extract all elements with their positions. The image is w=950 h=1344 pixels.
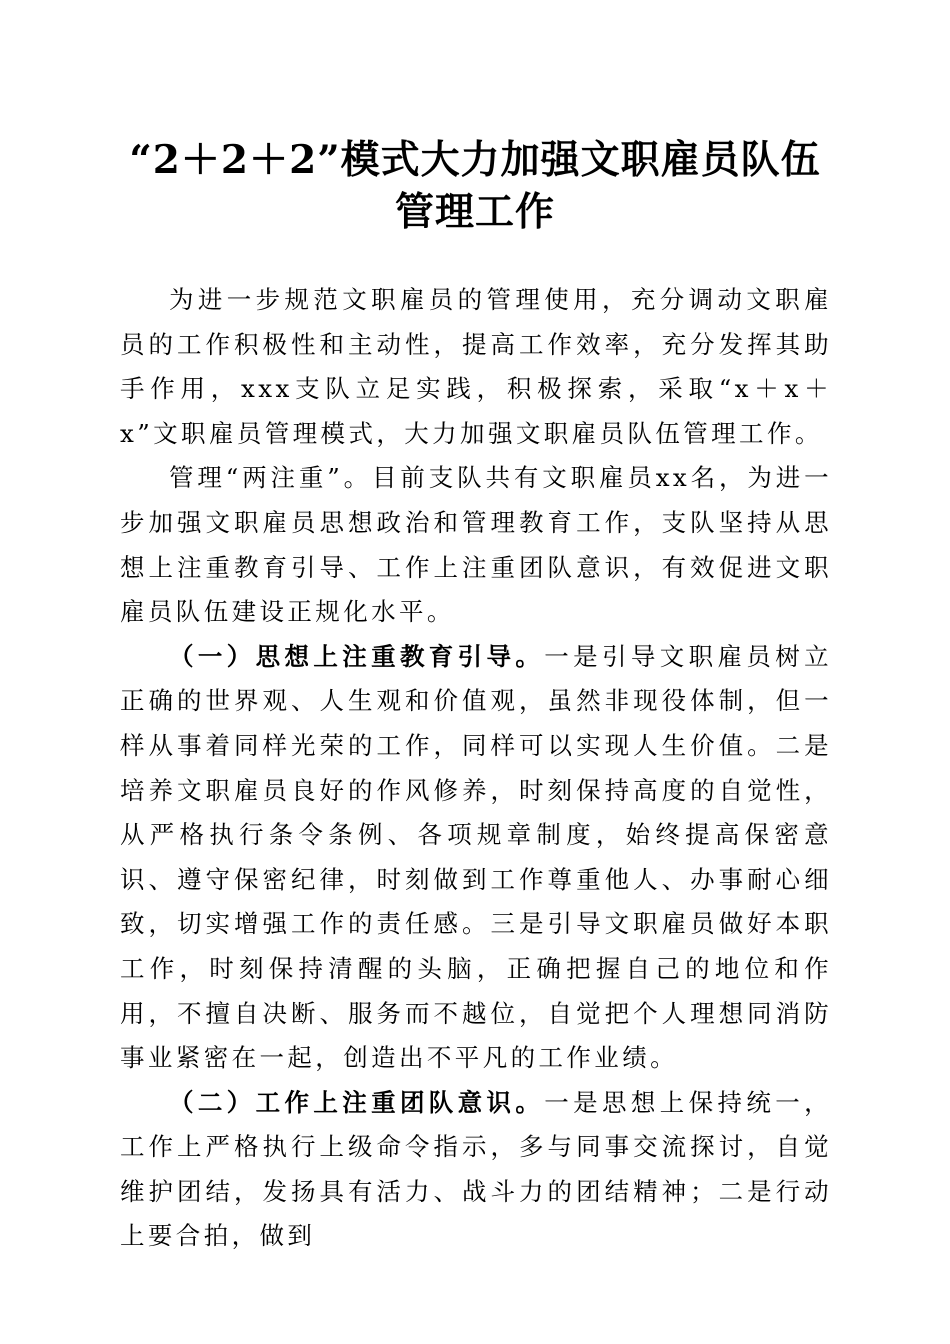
section-heading: （一）思想上注重教育引导。 bbox=[169, 641, 545, 671]
paragraph-intro bbox=[120, 278, 832, 456]
paragraph-management bbox=[120, 456, 832, 634]
paragraph-section-two bbox=[120, 1081, 832, 1259]
section-heading: （二）工作上注重团队意识。 bbox=[169, 1087, 545, 1117]
paragraph-text: 一是引导文职雇员树立正确的世界观、人生观和价值观，虽然非现役体制，但一样从事着同样光荣的工作，同样可以实现人生价值。二是培养文职雇员良好的作风修养，时刻保持高度的自觉性，从严格执行条令条例、各项规章制度，始终提高保密意识、遵守保密纪律，时刻做到工作尊重他人、办事耐心细致，切实增强工作的责任感。三是引导文职雇员做好本职工作，时刻保持清醒的头脑，正确把握自己的地位和作用，不擅自决断、服务而不越位，自觉把个人理想同消防事业紧密在一起，创造出不平凡的工作业绩。 bbox=[120, 641, 833, 1073]
paragraph-text: 管理“两注重”。目前支队共有文职雇员xx名，为进一步加强文职雇员思想政治和管理教育工作，支队坚持从思想上注重教育引导、工作上注重团队意识，有效促进文职雇员队伍建设正规化水平。 bbox=[120, 463, 832, 627]
document-body bbox=[120, 278, 832, 1259]
paragraph-text: 一是思想上保持统一，工作上严格执行上级命令指示，多与同事交流探讨，自觉维护团结，发扬具有活力、战斗力的团结精神；二是行动上要合拍，做到 bbox=[120, 1087, 833, 1251]
paragraph-section-one bbox=[120, 635, 832, 1081]
document-title: “2＋2＋2”模式大力加强文职雇员队伍管理工作 bbox=[129, 137, 821, 235]
paragraph-text: 为进一步规范文职雇员的管理使用，充分调动文职雇员的工作积极性和主动性，提高工作效率，充分发挥其助手作用，xxx支队立足实践，积极探索，采取“x＋x＋x”文职雇员管理模式，大力加强文职雇员队伍管理工作。 bbox=[120, 285, 832, 448]
